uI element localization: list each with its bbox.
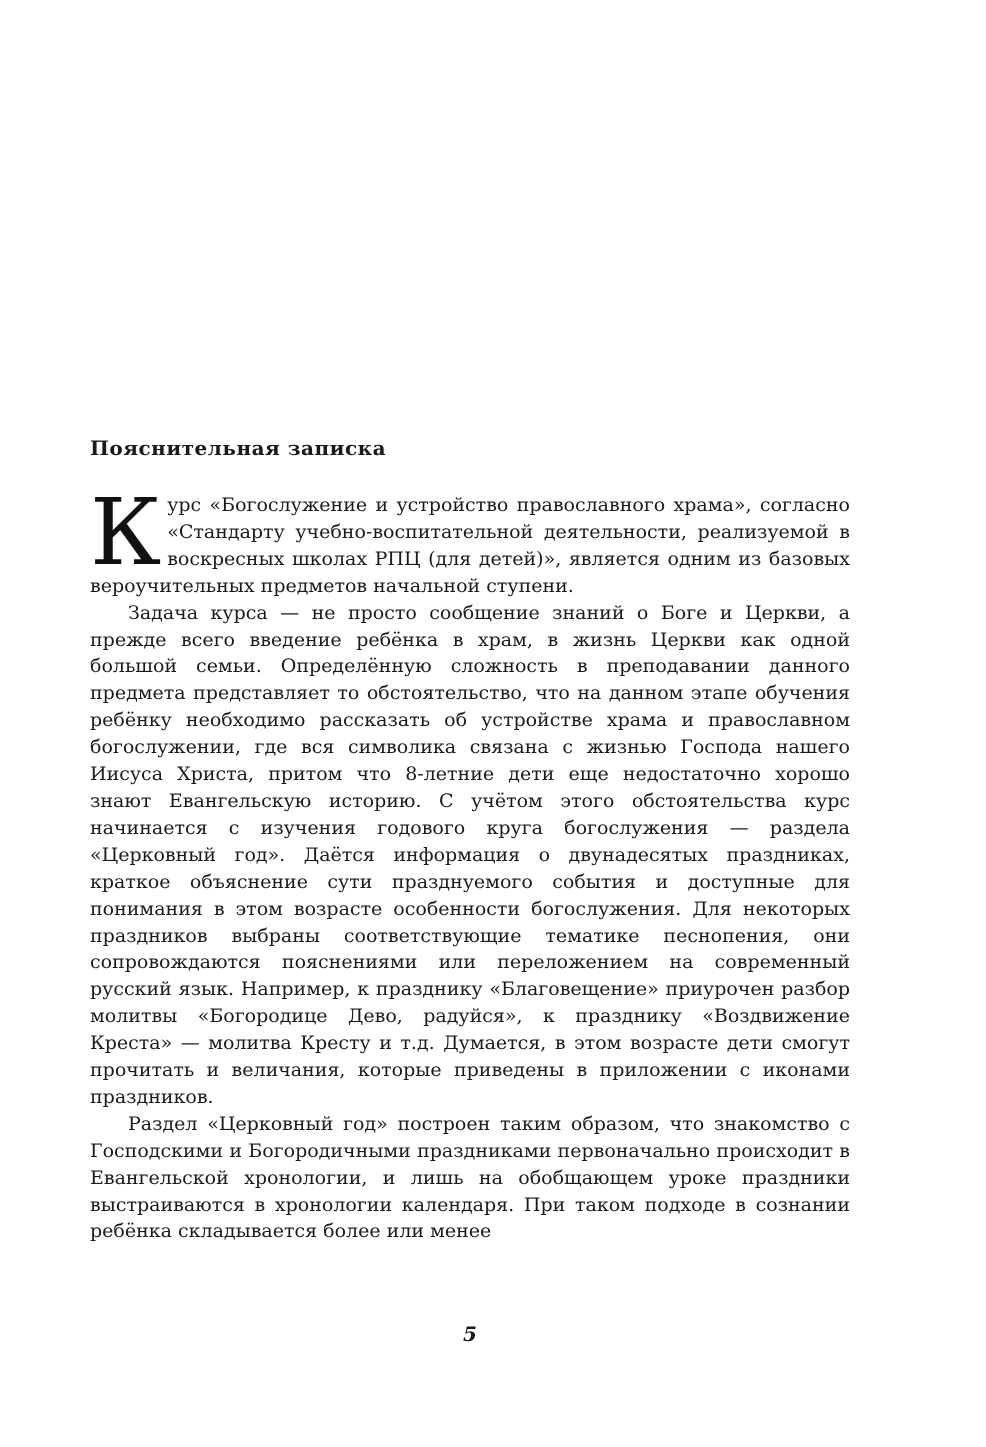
body-text <box>90 479 850 1245</box>
drop-cap-letter: К <box>90 479 162 586</box>
section-title: Пояснительная записка <box>90 436 387 460</box>
paragraph-intro <box>90 479 850 600</box>
page-number: 5 <box>463 1322 477 1346</box>
paragraph-church-year: Раздел «Церковный год» построен таким образом, что знакомство с Господскими и Богородичными праздниками первоначально происходит в Евангельской хронологии, и лишь на обобщающем уроке праздники выстраиваются в хронологии календаря. При таком подходе в сознании ребёнка складывается более или менее <box>90 1112 850 1243</box>
document-page <box>90 0 850 1447</box>
paragraph-intro-text: урс «Богослужение и устройство православного храма», согласно «Стандарту учебно-воспитательной деятельности, реализуемой в воскресных школах РПЦ (для детей)», является одним из базовых вероучительных предметов начальной ступени. <box>90 494 850 597</box>
paragraph-course-goal: Задача курса — не просто сообщение знаний о Боге и Церкви, а прежде всего введение ребёнка в храм, в жизнь Церкви как одной большой семьи. Определённую сложность в преподавании данного предмета представляет то обстоятельство, что на данном этапе обучения ребёнку необходимо рассказать об устройстве храма и православном богослужении, где вся символика связана с жизнью Господа нашего Иисуса Христа, притом что 8-летние дети еще недостаточно хорошо знают Евангельскую историю. С учётом этого обстоятельства курс начинается с изучения годового круга богослужения — раздела «Церковный год». Даётся информация о двунадесятых праздниках, краткое объяснение сути празднуемого события и доступные для понимания в этом возрасте особенности богослужения. Для некоторых праздников выбраны соответствующие тематике песнопения, они сопровождаются пояснениями или переложением на современный русский язык. Например, к празднику «Благовещение» приурочен разбор молитвы «Богородице Дево, радуйся», к празднику «Воздвижение Креста» — молитва Кресту и т.д. Думается, в этом возрасте дети смогут прочитать и величания, которые приведены в приложении с иконами праздников. <box>90 601 850 1108</box>
